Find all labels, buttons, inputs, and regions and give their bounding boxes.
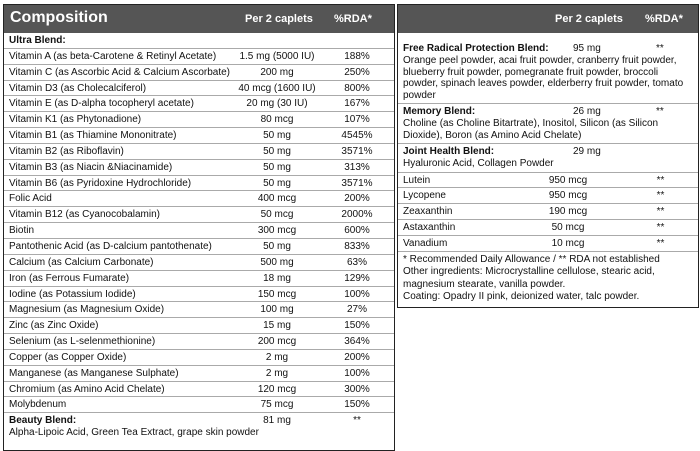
free-radical-blend-label: Free Radical Protection Blend: — [403, 43, 549, 54]
memory-blend-description: Choline (as Choline Bitartrate), Inositol, Silicon (as Silicon Dioxide), Boron (as Amino Acid Chelate) — [403, 118, 659, 141]
ingredient-name: Vanadium — [403, 237, 448, 249]
ingredient-amount: 10 mcg — [551, 237, 585, 249]
ingredient-name: Selenium (as L-selenmethionine) — [9, 336, 156, 348]
ingredient-name: Pantothenic Acid (as D-calcium pantothenate) — [9, 240, 212, 252]
beauty-blend-row — [4, 413, 394, 441]
free-radical-blend-amount: 95 mg — [573, 43, 601, 54]
table-row — [4, 144, 394, 160]
joint-health-blend-amount: 29 mg — [573, 146, 601, 157]
table-row — [4, 176, 394, 192]
ingredient-rda: 150% — [344, 320, 370, 332]
table-row — [398, 220, 698, 236]
ingredient-name: Zinc (as Zinc Oxide) — [9, 320, 99, 332]
rda-footnote: * Recommended Daily Allowance / ** RDA not established — [403, 253, 660, 265]
amount-column-header: Per 2 caplets — [245, 13, 313, 25]
ingredient-rda: 200% — [344, 193, 370, 205]
blends-header — [398, 5, 698, 33]
ingredient-rda: 313% — [344, 161, 370, 173]
memory-blend-rda: ** — [656, 106, 664, 117]
ingredient-amount: 400 mcg — [257, 193, 297, 205]
ingredient-name: Lutein — [403, 174, 431, 186]
table-row — [4, 366, 394, 382]
ingredient-amount: 2 mg — [265, 367, 289, 379]
ingredient-rda: 107% — [344, 114, 370, 126]
table-row — [4, 239, 394, 255]
ingredient-name: Vitamin B2 (as Riboflavin) — [9, 145, 124, 157]
ingredient-rda: 833% — [344, 240, 370, 252]
ingredient-amount: 950 mcg — [548, 174, 588, 186]
memory-blend-label: Memory Blend: — [403, 106, 476, 117]
ingredient-amount: 18 mg — [263, 272, 291, 284]
table-row — [398, 188, 698, 204]
table-row — [4, 160, 394, 176]
ingredient-name: Folic Acid — [9, 193, 52, 205]
beauty-blend-amount: 81 mg — [263, 415, 291, 427]
ingredient-rda: 800% — [344, 82, 370, 94]
ingredient-name: Vitamin A (as beta-Carotene & Retinyl Acetate) — [9, 50, 217, 62]
ingredient-name: Vitamin D3 (as Cholecalciferol) — [9, 82, 147, 94]
ingredient-name: Zeaxanthin — [403, 206, 453, 218]
carotenoid-table — [398, 173, 698, 252]
ingredient-amount: 200 mcg — [257, 336, 297, 348]
ingredient-amount: 15 mg — [263, 320, 291, 332]
ingredient-name: Magnesium (as Magnesium Oxide) — [9, 304, 165, 316]
ingredient-name: Vitamin B3 (as Niacin &Niacinamide) — [9, 161, 173, 173]
footnotes — [398, 252, 698, 306]
ingredient-name: Vitamin E (as D-alpha tocopheryl acetate) — [9, 98, 194, 110]
memory-blend-amount: 26 mg — [573, 106, 601, 117]
table-row — [4, 397, 394, 413]
table-row — [4, 128, 394, 144]
ingredient-name: Vitamin C (as Ascorbic Acid & Calcium Ascorbate) — [9, 66, 231, 78]
ingredient-name: Chromium (as Amino Acid Chelate) — [9, 383, 165, 395]
ingredient-rda: ** — [656, 237, 665, 249]
ingredient-amount: 40 mcg (1600 IU) — [238, 82, 316, 94]
ingredient-amount: 50 mcg — [551, 222, 585, 234]
ingredient-amount: 100 mg — [260, 304, 294, 316]
rda-column-header: %RDA* — [645, 13, 683, 25]
ingredient-rda: 129% — [344, 272, 370, 284]
ingredient-rda: 300% — [344, 383, 370, 395]
ingredient-name: Calcium (as Calcium Carbonate) — [9, 256, 154, 268]
coating-note: Coating: Opadry II pink, deionized water, talc powder. — [403, 290, 640, 302]
ingredient-amount: 50 mg — [263, 130, 291, 142]
rda-column-header: %RDA* — [334, 13, 372, 25]
joint-health-blend-description: Hyaluronic Acid, Collagen Powder — [403, 158, 554, 169]
table-row — [4, 96, 394, 112]
ingredient-name: Manganese (as Manganese Sulphate) — [9, 367, 179, 379]
ingredient-rda: 63% — [346, 256, 367, 268]
ingredient-rda: ** — [656, 174, 665, 186]
ingredient-name: Vitamin K1 (as Phytonadione) — [9, 114, 142, 126]
ingredient-rda: ** — [656, 222, 665, 234]
table-row — [4, 287, 394, 303]
ingredient-rda: 364% — [344, 336, 370, 348]
beauty-blend-label: Beauty Blend: — [9, 415, 77, 427]
table-row — [398, 204, 698, 220]
ingredient-amount: 2 mg — [265, 351, 289, 363]
ingredient-rda: 2000% — [341, 209, 373, 221]
ingredient-rda: 27% — [346, 304, 367, 316]
ingredient-amount: 950 mcg — [548, 190, 588, 202]
table-row — [4, 223, 394, 239]
ingredient-amount: 20 mg (30 IU) — [246, 98, 308, 110]
ingredient-amount: 75 mcg — [260, 399, 294, 411]
composition-header — [4, 5, 394, 33]
table-row — [4, 112, 394, 128]
ingredient-amount: 500 mg — [260, 256, 294, 268]
ingredient-rda: 100% — [344, 288, 370, 300]
table-row — [398, 236, 698, 252]
table-row — [4, 350, 394, 366]
ingredient-amount: 50 mg — [263, 240, 291, 252]
ultra-blend-heading: Ultra Blend: — [4, 33, 394, 49]
ingredient-rda: 150% — [344, 399, 370, 411]
ultra-blend-table — [4, 49, 394, 413]
table-row — [4, 191, 394, 207]
beauty-blend-rda: ** — [353, 415, 361, 427]
ingredient-name: Iodine (as Potassium Iodide) — [9, 288, 136, 300]
composition-panel — [3, 4, 395, 451]
joint-health-blend-label: Joint Health Blend: — [403, 146, 495, 157]
ingredient-amount: 150 mcg — [257, 288, 297, 300]
amount-column-header: Per 2 caplets — [555, 13, 623, 25]
ingredient-rda: ** — [656, 190, 665, 202]
table-row — [4, 302, 394, 318]
ingredient-amount: 50 mg — [263, 145, 291, 157]
ingredient-rda: 600% — [344, 225, 370, 237]
ingredient-rda: 250% — [344, 66, 370, 78]
free-radical-blend-description: Orange peel powder, acai fruit powder, cranberry fruit powder, blueberry fruit powder, pomegranate fruit powder, broccoli powder, spinach leaves powder, elderberry fruit powder, tomato powder — [403, 55, 684, 101]
free-radical-blend-row — [398, 33, 698, 104]
ingredient-rda: 3571% — [341, 177, 373, 189]
ingredient-amount: 1.5 mg (5000 IU) — [239, 50, 315, 62]
beauty-blend-description: Alpha-Lipoic Acid, Green Tea Extract, grape skin powder — [9, 427, 259, 439]
ingredient-amount: 120 mcg — [257, 383, 297, 395]
ingredient-name: Copper (as Copper Oxide) — [9, 351, 127, 363]
joint-health-blend-row — [398, 144, 698, 173]
ingredient-name: Vitamin B6 (as Pyridoxine Hydrochloride) — [9, 177, 192, 189]
ingredient-name: Molybdenum — [9, 399, 67, 411]
ingredient-rda: 188% — [344, 50, 370, 62]
ingredient-name: Lycopene — [403, 190, 446, 202]
ingredient-name: Iron (as Ferrous Fumarate) — [9, 272, 130, 284]
ingredient-amount: 300 mcg — [257, 225, 297, 237]
table-row — [4, 49, 394, 65]
ingredient-name: Vitamin B1 (as Thiamine Mononitrate) — [9, 130, 177, 142]
ingredient-name: Vitamin B12 (as Cyanocobalamin) — [9, 209, 161, 221]
table-row — [4, 334, 394, 350]
ingredient-rda: ** — [656, 206, 665, 218]
ingredient-name: Astaxanthin — [403, 222, 456, 234]
ingredient-amount: 50 mg — [263, 161, 291, 173]
ingredient-rda: 3571% — [341, 145, 373, 157]
blends-panel — [397, 4, 699, 308]
ingredient-rda: 200% — [344, 351, 370, 363]
ingredient-amount: 50 mg — [263, 177, 291, 189]
table-row — [4, 207, 394, 223]
ingredient-name: Biotin — [9, 225, 35, 237]
other-ingredients-note: Other ingredients: Microcrystalline cellulose, stearic acid, magnesium stearate, vanilla powder. — [403, 266, 655, 290]
ingredient-amount: 80 mcg — [260, 114, 294, 126]
table-row — [398, 173, 698, 189]
table-row — [4, 271, 394, 287]
ingredient-rda: 100% — [344, 367, 370, 379]
ingredient-rda: 4545% — [341, 130, 373, 142]
table-row — [4, 382, 394, 398]
ingredient-amount: 50 mcg — [260, 209, 294, 221]
table-row — [4, 318, 394, 334]
free-radical-blend-rda: ** — [656, 43, 664, 54]
ingredient-rda: 167% — [344, 98, 370, 110]
table-row — [4, 65, 394, 81]
memory-blend-row — [398, 104, 698, 144]
composition-title: Composition — [10, 9, 108, 26]
table-row — [4, 81, 394, 97]
ingredient-amount: 190 mcg — [548, 206, 588, 218]
ingredient-amount: 200 mg — [260, 66, 294, 78]
table-row — [4, 255, 394, 271]
